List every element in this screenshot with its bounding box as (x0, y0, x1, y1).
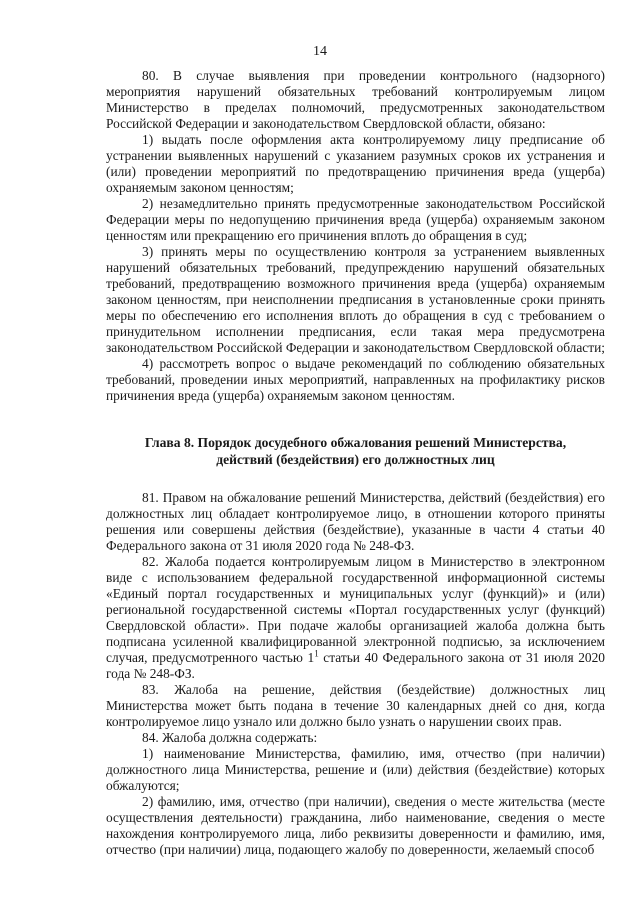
list-item-80-3: 3) принять меры по осуществлению контроля за устранением выявленных нарушений обязательных требований, предупреждению нарушений обязательных требований, предотвращению возможного причинения вреда (ущерба) охраняемым законом ценностям, при неисполнении предписания в установленные сроки принять меры по обеспечению его исполнения вплоть до обращения в суд с требованием о принудительном исполнении предписания, если такая мера предусмотрена законодательством Российской Федерации и законодательством Свердловской области; (106, 244, 605, 355)
paragraph-81: 81. Правом на обжалование решений Министерства, действий (бездействия) его должностных лиц обладает контролируемое лицо, в отношении которого приняты решения или совершены действия (бездействие), указанные в части 4 статьи 40 Федерального закона от 31 июля 2020 года № 248-ФЗ. (106, 490, 605, 553)
paragraph-83: 83. Жалоба на решение, действия (бездействие) должностных лиц Министерства может быть подана в течение 30 календарных дней со дня, когда контролируемое лицо узнало или должно было узнать о нарушении своих прав. (106, 682, 605, 729)
paragraph-82 (106, 554, 605, 682)
paragraph-82-text-end: статьи 40 Федерального закона от 31 июля 2020 года № 248-ФЗ. (106, 650, 605, 681)
list-item-80-4: 4) рассмотреть вопрос о выдаче рекомендаций по соблюдению обязательных требований, проведении иных мероприятий, направленных на профилактику рисков причинения вреда (ущерба) охраняемым законом ценностям. (106, 356, 605, 403)
list-item-84-2: 2) фамилию, имя, отчество (при наличии), сведения о месте жительства (месте осуществления деятельности) гражданина, либо наименование, сведения о месте нахождения контролируемого лица, либо реквизиты доверенности и фамилию, имя, отчество (при наличии) лица, подающего жалобу по доверенности, желаемый способ (106, 794, 605, 857)
page-number: 14 (313, 44, 327, 59)
document-body (106, 68, 605, 858)
paragraph-82-text: 82. Жалоба подается контролируемым лицом в Министерство в электронном виде с использованием федеральной государственной информационной системы «Единый портал государственных и муниципальных услуг (функций)» и (или) региональной государственной системы «Портал государственных услуг (функций) Свердловской области». При подаче жалобы организацией жалоба должна быть подписана усиленной квалифицированной электронной подписью, за исключением случая, предусмотренного частью 1 (106, 554, 605, 665)
paragraph-82-superscript: 1 (314, 648, 319, 659)
paragraph-84: 84. Жалоба должна содержать: (142, 730, 318, 745)
list-item-80-1: 1) выдать после оформления акта контролируемому лицу предписание об устранении выявленных нарушений с указанием разумных сроков их устранения и (или) проведении мероприятий по предотвращению причинения вреда (ущерба) охраняемым законом ценностям; (106, 132, 605, 195)
chapter-heading (106, 434, 605, 468)
list-item-84-1: 1) наименование Министерства, фамилию, имя, отчество (при наличии) должностного лица Министерства, решение и (или) действия (бездействие) которых обжалуются; (106, 746, 605, 793)
list-item-80-2: 2) незамедлительно принять предусмотренные законодательством Российской Федерации меры по недопущению причинения вреда (ущерба) охраняемым законом ценностям или прекращению его причинения вплоть до обращения в суд; (106, 196, 605, 243)
chapter-heading-line-2: действий (бездействия) его должностных лиц (216, 452, 495, 467)
chapter-heading-line-1: Глава 8. Порядок досудебного обжалования решений Министерства, (144, 435, 567, 450)
paragraph-80: 80. В случае выявления при проведении контрольного (надзорного) мероприятия нарушений обязательных требований контролируемым лицом Министерство в пределах полномочий, предусмотренных законодательством Российской Федерации и законодательством Свердловской области, обязано: (106, 68, 605, 131)
